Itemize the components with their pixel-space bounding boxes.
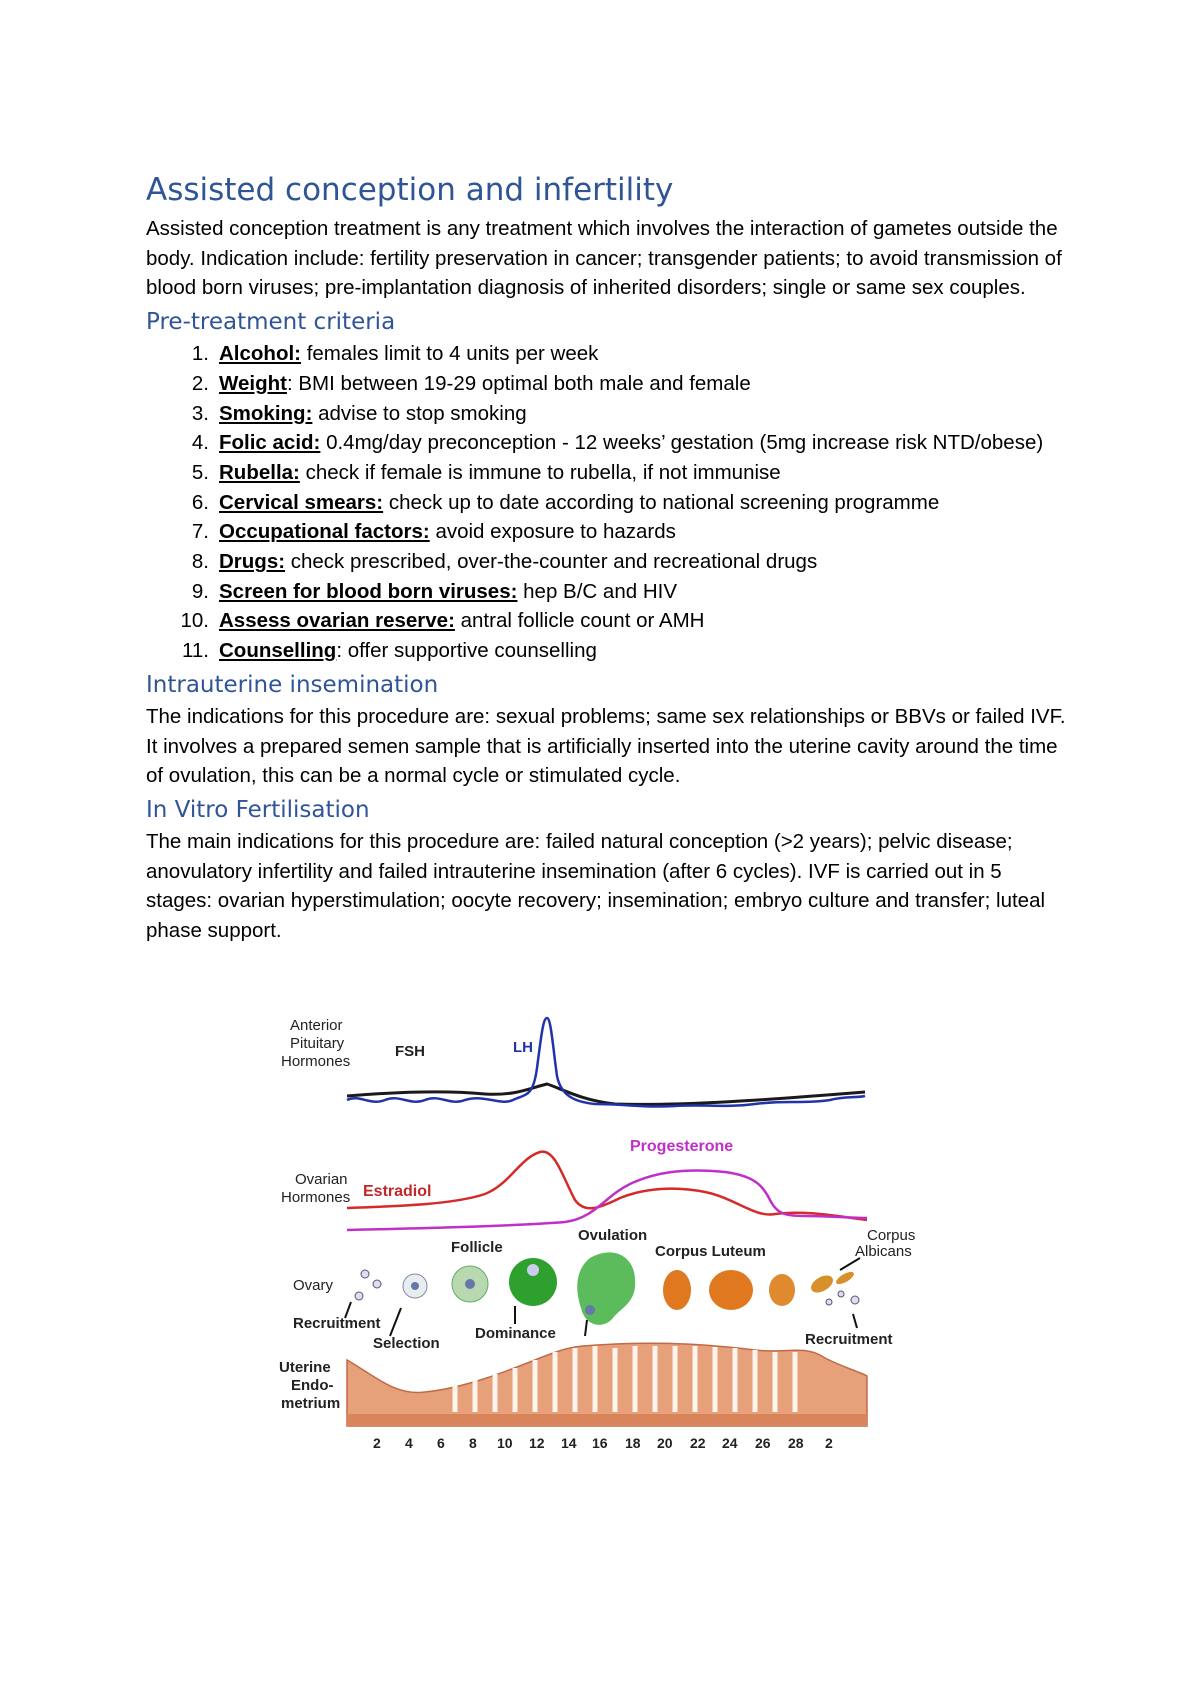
item-number: 9. bbox=[191, 579, 209, 603]
day-tick: 24 bbox=[722, 1435, 738, 1451]
corpus-luteum-label: Corpus Luteum bbox=[655, 1243, 766, 1260]
recruitment-label: Recruitment bbox=[293, 1315, 381, 1332]
day-tick: 2 bbox=[825, 1435, 833, 1451]
item-text bbox=[219, 517, 1066, 547]
list-item bbox=[146, 577, 1066, 607]
item-number: 6. bbox=[191, 490, 209, 514]
item-text bbox=[219, 488, 1066, 518]
oocyte bbox=[411, 1282, 419, 1290]
list-item bbox=[146, 399, 1066, 429]
day-tick: 6 bbox=[437, 1435, 445, 1451]
corpus-albicans-label: Albicans bbox=[855, 1243, 912, 1260]
day-tick: 26 bbox=[755, 1435, 771, 1451]
item-number: 11. bbox=[182, 639, 209, 663]
uterine-label: Endo- bbox=[291, 1377, 334, 1394]
item-text bbox=[219, 458, 1066, 488]
list-item bbox=[146, 606, 1066, 636]
item-text bbox=[219, 399, 1066, 429]
menstrual-cycle-figure bbox=[279, 1008, 925, 1470]
primordial-follicle bbox=[826, 1299, 832, 1305]
released-oocyte bbox=[585, 1305, 595, 1315]
corpus-albicans-label: Corpus bbox=[867, 1227, 916, 1244]
iui-heading: Intrauterine insemination bbox=[146, 671, 439, 698]
item-description: avoid exposure to hazards bbox=[429, 520, 676, 544]
item-description: 0.4mg/day preconception - 12 weeks’ gestation (5mg increase risk NTD/obese) bbox=[320, 431, 1044, 455]
primordial-follicle bbox=[851, 1296, 859, 1304]
list-item bbox=[146, 458, 1066, 488]
page-title: Assisted conception and infertility bbox=[146, 172, 674, 208]
ovarian-label: Ovarian bbox=[295, 1171, 348, 1188]
item-text bbox=[219, 428, 1066, 458]
day-tick: 28 bbox=[788, 1435, 804, 1451]
arrow bbox=[585, 1320, 587, 1336]
ovulating-follicle bbox=[577, 1252, 635, 1324]
regressing-corpus bbox=[808, 1272, 836, 1296]
pituitary-label: Hormones bbox=[281, 1053, 351, 1070]
item-term: Weight bbox=[219, 371, 287, 395]
day-tick: 8 bbox=[469, 1435, 477, 1451]
day-tick: 22 bbox=[690, 1435, 706, 1451]
list-item bbox=[146, 369, 1066, 399]
day-tick: 14 bbox=[561, 1435, 577, 1451]
corpus-luteum bbox=[769, 1274, 795, 1306]
item-number: 8. bbox=[191, 550, 209, 574]
item-term: Smoking: bbox=[219, 401, 313, 425]
list-item bbox=[146, 636, 1066, 666]
item-description: check if female is immune to rubella, if not immunise bbox=[299, 460, 781, 484]
item-number: 7. bbox=[191, 520, 209, 544]
pretreatment-list bbox=[146, 339, 1066, 666]
corpus-albicans bbox=[834, 1270, 855, 1287]
intro-paragraph: Assisted conception treatment is any treatment which involves the interaction of gametes outside the body. Indication include: fertility preservation in cancer; transgender patients; to avoid transmission of blood born viruses; pre-implantation diagnosis of inherited disorders; single or same sex couples. bbox=[146, 217, 1062, 300]
item-text bbox=[219, 606, 1066, 636]
item-text bbox=[219, 369, 1066, 399]
item-description: hep B/C and HIV bbox=[517, 579, 677, 603]
list-item bbox=[146, 428, 1066, 458]
item-term: Rubella: bbox=[219, 460, 300, 484]
item-number: 2. bbox=[191, 371, 209, 395]
item-term: Cervical smears: bbox=[219, 490, 384, 514]
item-text bbox=[219, 339, 1066, 369]
item-term: Occupational factors: bbox=[219, 520, 430, 544]
ovary-label: Ovary bbox=[293, 1277, 334, 1294]
primordial-follicle bbox=[838, 1291, 844, 1297]
ovulation-label: Ovulation bbox=[578, 1227, 648, 1244]
item-number: 10. bbox=[180, 609, 209, 633]
pretreatment-heading: Pre-treatment criteria bbox=[146, 309, 396, 336]
pituitary-label: Anterior bbox=[290, 1017, 343, 1034]
list-item bbox=[146, 488, 1066, 518]
item-term: Drugs: bbox=[219, 550, 286, 574]
arrow bbox=[853, 1314, 857, 1328]
list-item bbox=[146, 547, 1066, 577]
arrow bbox=[840, 1258, 860, 1270]
item-term: Assess ovarian reserve: bbox=[219, 609, 455, 633]
day-tick: 16 bbox=[592, 1435, 608, 1451]
estradiol-label: Estradiol bbox=[363, 1183, 432, 1200]
lh-label: LH bbox=[513, 1039, 533, 1056]
uterine-label: Uterine bbox=[279, 1359, 331, 1376]
item-description: females limit to 4 units per week bbox=[301, 342, 599, 366]
day-tick: 2 bbox=[373, 1435, 381, 1451]
endometrium-band bbox=[347, 1343, 867, 1426]
list-item bbox=[146, 339, 1066, 369]
iui-paragraph: The indications for this procedure are: sexual problems; same sex relationships or BBVs or failed IVF. It involves a prepared semen sample that is artificially inserted into the uterine cavity around the time of ovulation, this can be a normal cycle or stimulated cycle. bbox=[146, 704, 1066, 788]
corpus-luteum bbox=[709, 1270, 753, 1310]
day-tick: 4 bbox=[405, 1435, 413, 1451]
pituitary-label: Pituitary bbox=[290, 1035, 345, 1052]
ivf-paragraph: The main indications for this procedure are: failed natural conception (>2 years); pelvic disease; anovulatory infertility and failed intrauterine insemination (after 6 cycles). IVF is carried out in 5 stages: ovarian hyperstimulation; oocyte recovery; insemination; embryo culture and transfer; luteal phase support. bbox=[146, 829, 1046, 943]
selection-label: Selection bbox=[373, 1335, 440, 1352]
ovarian-label: Hormones bbox=[281, 1189, 351, 1206]
ivf-heading: In Vitro Fertilisation bbox=[146, 796, 370, 823]
progesterone-curve bbox=[347, 1171, 867, 1231]
progesterone-label: Progesterone bbox=[630, 1138, 734, 1155]
item-text bbox=[219, 636, 1066, 666]
item-description: check prescribed, over-the-counter and recreational drugs bbox=[285, 550, 818, 574]
item-description: check up to date according to national screening programme bbox=[383, 490, 940, 514]
day-tick: 20 bbox=[657, 1435, 673, 1451]
item-number: 5. bbox=[191, 460, 209, 484]
document-body bbox=[146, 170, 1066, 946]
endometrium-base bbox=[347, 1414, 867, 1426]
item-text bbox=[219, 547, 1066, 577]
item-term: Folic acid: bbox=[219, 431, 321, 455]
primordial-follicle bbox=[373, 1280, 381, 1288]
uterine-label: metrium bbox=[281, 1395, 341, 1412]
day-tick: 18 bbox=[625, 1435, 641, 1451]
item-number: 1. bbox=[191, 342, 209, 366]
follicle-label: Follicle bbox=[451, 1239, 503, 1256]
dominance-label: Dominance bbox=[475, 1325, 556, 1342]
day-tick: 12 bbox=[529, 1435, 545, 1451]
fsh-label: FSH bbox=[395, 1043, 425, 1060]
item-description: antral follicle count or AMH bbox=[454, 609, 705, 633]
recruitment-label: Recruitment bbox=[805, 1331, 893, 1348]
primordial-follicle bbox=[355, 1292, 363, 1300]
item-text bbox=[219, 577, 1066, 607]
item-description: : offer supportive counselling bbox=[336, 639, 597, 663]
item-number: 3. bbox=[191, 401, 209, 425]
oocyte bbox=[527, 1264, 539, 1276]
corpus-luteum bbox=[663, 1270, 691, 1310]
list-item bbox=[146, 517, 1066, 547]
item-term: Alcohol: bbox=[219, 342, 301, 366]
item-description: advise to stop smoking bbox=[312, 401, 527, 425]
day-tick: 10 bbox=[497, 1435, 513, 1451]
item-number: 4. bbox=[191, 431, 209, 455]
oocyte bbox=[465, 1279, 475, 1289]
item-description: : BMI between 19-29 optimal both male and female bbox=[286, 371, 751, 395]
item-term: Screen for blood born viruses: bbox=[219, 579, 518, 603]
primordial-follicle bbox=[361, 1270, 369, 1278]
item-term: Counselling bbox=[219, 639, 337, 663]
arrow bbox=[390, 1308, 401, 1336]
